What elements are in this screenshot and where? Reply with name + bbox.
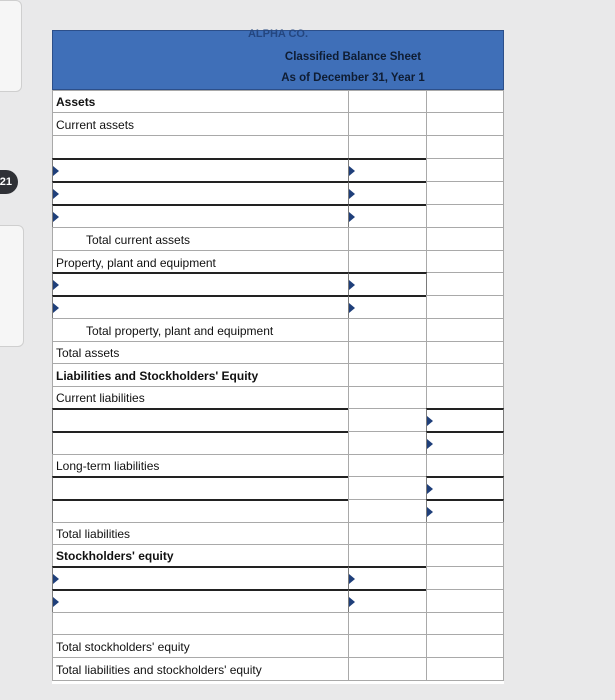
- total-assets-label: Total assets: [56, 346, 120, 360]
- amount-cell: [426, 227, 504, 251]
- equity-name-input[interactable]: [52, 566, 349, 590]
- amount-cell: [426, 90, 504, 113]
- amount-cell: [348, 544, 427, 567]
- long-term-liabilities-label: Long-term liabilities: [56, 459, 160, 473]
- current-liability-amount-input[interactable]: [426, 408, 504, 432]
- amount-cell: [348, 634, 427, 658]
- current-liability-name-input[interactable]: [52, 408, 349, 432]
- amount-cell: [426, 363, 504, 387]
- side-panel-top: [0, 0, 22, 92]
- company-name: ALPHA CO.: [247, 28, 309, 40]
- amount-cell: [348, 250, 427, 273]
- current-liability-name-input[interactable]: [52, 431, 349, 455]
- amount-cell: [348, 227, 427, 251]
- amount-cell: [426, 341, 504, 364]
- current-asset-name-input[interactable]: [52, 158, 349, 182]
- equity-amount-input[interactable]: [348, 566, 427, 590]
- amount-cell: [348, 318, 427, 342]
- long-term-liability-name-input[interactable]: [52, 476, 349, 500]
- amount-cell: [348, 363, 427, 387]
- amount-cell: [426, 612, 504, 635]
- long-term-liability-name-input[interactable]: [52, 499, 349, 523]
- long-term-liability-amount-input[interactable]: [426, 476, 504, 500]
- ppe-name-input[interactable]: [52, 295, 349, 319]
- amount-cell: [348, 341, 427, 364]
- stockholders-equity-heading: Stockholders' equity: [56, 549, 174, 563]
- amount-cell: [426, 454, 504, 477]
- current-liabilities-label: Current liabilities: [56, 391, 145, 405]
- blank-row: [52, 612, 349, 635]
- amount-cell: [426, 272, 504, 296]
- amount-cell: [426, 204, 504, 228]
- current-asset-amount-input[interactable]: [348, 204, 427, 228]
- current-asset-amount-input[interactable]: [348, 158, 427, 182]
- amount-cell: [348, 431, 427, 455]
- current-asset-name-input[interactable]: [52, 204, 349, 228]
- ppe-label: Property, plant and equipment: [56, 256, 216, 270]
- amount-cell: [426, 181, 504, 205]
- current-asset-amount-input[interactable]: [348, 181, 427, 205]
- amount-cell: [426, 566, 504, 590]
- liabilities-equity-heading: Liabilities and Stockholders' Equity: [56, 369, 259, 383]
- amount-cell: [426, 295, 504, 319]
- amount-cell: [348, 476, 427, 500]
- ppe-amount-input[interactable]: [348, 295, 427, 319]
- amount-cell: [348, 135, 427, 159]
- current-liability-amount-input[interactable]: [426, 431, 504, 455]
- label-cell: [52, 90, 349, 113]
- amount-cell: [348, 454, 427, 477]
- amount-cell: [426, 657, 504, 681]
- current-assets-label: Current assets: [56, 118, 135, 132]
- current-asset-name-input[interactable]: [52, 181, 349, 205]
- amount-cell: [348, 112, 427, 136]
- amount-cell: [426, 386, 504, 409]
- amount-cell: [426, 634, 504, 658]
- sheet-title: Classified Balance Sheet: [284, 51, 422, 63]
- sheet-date: As of December 31, Year 1: [281, 72, 425, 84]
- amount-cell: [426, 318, 504, 342]
- assets-heading: Assets: [56, 95, 96, 109]
- amount-cell: [348, 522, 427, 545]
- side-panel-middle: [0, 225, 24, 347]
- amount-cell: [348, 612, 427, 635]
- amount-cell: [426, 250, 504, 273]
- sheet-header: [52, 30, 504, 90]
- amount-cell: [348, 90, 427, 113]
- balance-sheet-worksheet: [52, 30, 504, 684]
- amount-cell: [348, 499, 427, 523]
- equity-name-input[interactable]: [52, 589, 349, 613]
- total-ppe-label: Total property, plant and equipment: [86, 324, 274, 338]
- amount-cell: [348, 657, 427, 681]
- total-stockholders-equity-label: Total stockholders' equity: [56, 640, 190, 654]
- question-number-badge[interactable]: 21: [0, 170, 18, 194]
- amount-cell: [426, 522, 504, 545]
- amount-cell: [348, 408, 427, 432]
- ppe-name-input[interactable]: [52, 272, 349, 296]
- total-current-assets-label: Total current assets: [86, 233, 191, 247]
- amount-cell: [348, 386, 427, 409]
- amount-cell: [426, 112, 504, 136]
- amount-cell: [426, 158, 504, 182]
- amount-cell: [426, 135, 504, 159]
- amount-cell: [426, 544, 504, 567]
- total-liabilities-equity-label: Total liabilities and stockholders' equity: [56, 663, 262, 677]
- blank-row: [52, 135, 349, 159]
- equity-amount-input[interactable]: [348, 589, 427, 613]
- total-liabilities-label: Total liabilities: [56, 527, 131, 541]
- ppe-amount-input[interactable]: [348, 272, 427, 296]
- long-term-liability-amount-input[interactable]: [426, 499, 504, 523]
- amount-cell: [426, 589, 504, 613]
